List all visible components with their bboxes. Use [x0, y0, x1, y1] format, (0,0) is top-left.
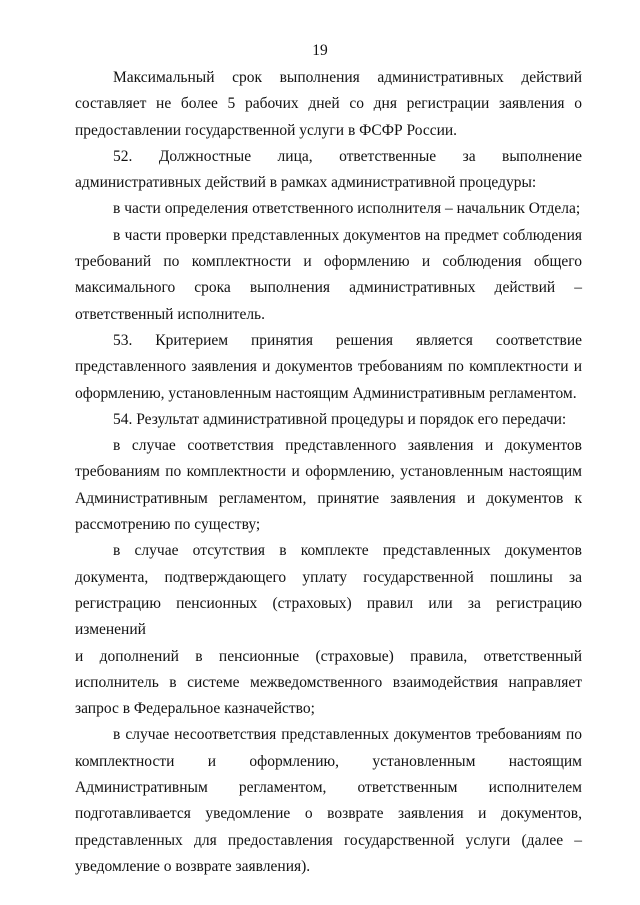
paragraph-line: комплектности и оформлению, установленным настоящим	[75, 752, 582, 770]
page-number: 19	[312, 42, 328, 59]
paragraph-line: представленного заявления и документов требованиям по комплектности и	[75, 358, 582, 376]
paragraph-line: в случае несоответствия представленных документов требованиям по	[113, 726, 582, 744]
paragraph-line: Административным регламентом, принятие заявления и документов к	[75, 489, 582, 507]
paragraph-line: представленных для предоставления государственной услуги (далее –	[75, 831, 582, 849]
paragraph-line: исполнитель в системе межведомственного взаимодействия направляет	[75, 673, 582, 691]
paragraph-line: составляет не более 5 рабочих дней со дня регистрации заявления о	[75, 95, 582, 113]
paragraph-line: оформлению, установленным настоящим Административным регламентом.	[75, 384, 577, 402]
paragraph-line: ответственный исполнитель.	[75, 305, 265, 323]
paragraph-line: требований по комплектности и оформлению и соблюдения общего	[75, 253, 582, 271]
paragraph-line: максимального срока выполнения административных действий –	[75, 279, 582, 297]
paragraph-missing-fee	[75, 538, 582, 722]
paragraph-responsible-head	[75, 196, 582, 222]
paragraph-line: подготавливается уведомление о возврате заявления и документов,	[75, 805, 582, 823]
paragraph-line: в части проверки представленных документов на предмет соблюдения	[113, 226, 582, 244]
paragraph-line: регистрацию пенсионных (страховых) правил или за регистрацию изменений	[75, 594, 582, 639]
paragraph-line: и дополнений в пенсионные (страховые) правила, ответственный	[75, 647, 582, 665]
paragraph-52	[75, 144, 582, 197]
paragraph-noncompliance	[75, 722, 582, 880]
paragraph-line: 52. Должностные лица, ответственные за выполнение	[113, 147, 582, 165]
paragraph-line: в части определения ответственного исполнителя – начальник Отдела;	[113, 200, 581, 218]
paragraph-responsible-executor	[75, 223, 582, 328]
document-body	[75, 65, 582, 880]
paragraph-line: уведомление о возврате заявления).	[75, 857, 311, 875]
paragraph-line: в случае соответствия представленного заявления и документов	[113, 437, 582, 455]
paragraph-line: запрос в Федеральное казначейство;	[75, 700, 315, 718]
paragraph-max-term	[75, 65, 582, 144]
paragraph-compliance	[75, 433, 582, 538]
paragraph-line: Административным регламентом, ответственным исполнителем	[75, 779, 582, 797]
paragraph-line: предоставлении государственной услуги в ФСФР России.	[75, 121, 458, 139]
paragraph-line: 54. Результат административной процедуры и порядок его передачи:	[113, 410, 567, 428]
paragraph-line: в случае отсутствия в комплекте представленных документов	[113, 542, 582, 560]
paragraph-line: требованиям по комплектности и оформлению, установленным настоящим	[75, 463, 582, 481]
paragraph-line: административных действий в рамках административной процедуры:	[75, 174, 537, 192]
paragraph-53	[75, 328, 582, 407]
paragraph-line: 53. Критерием принятия решения является соответствие	[113, 331, 582, 349]
paragraph-line: документа, подтверждающего уплату государственной пошлины за	[75, 568, 582, 586]
paragraph-line: Максимальный срок выполнения административных действий	[113, 69, 582, 86]
paragraph-54	[75, 407, 582, 433]
paragraph-line: рассмотрению по существу;	[75, 516, 261, 534]
